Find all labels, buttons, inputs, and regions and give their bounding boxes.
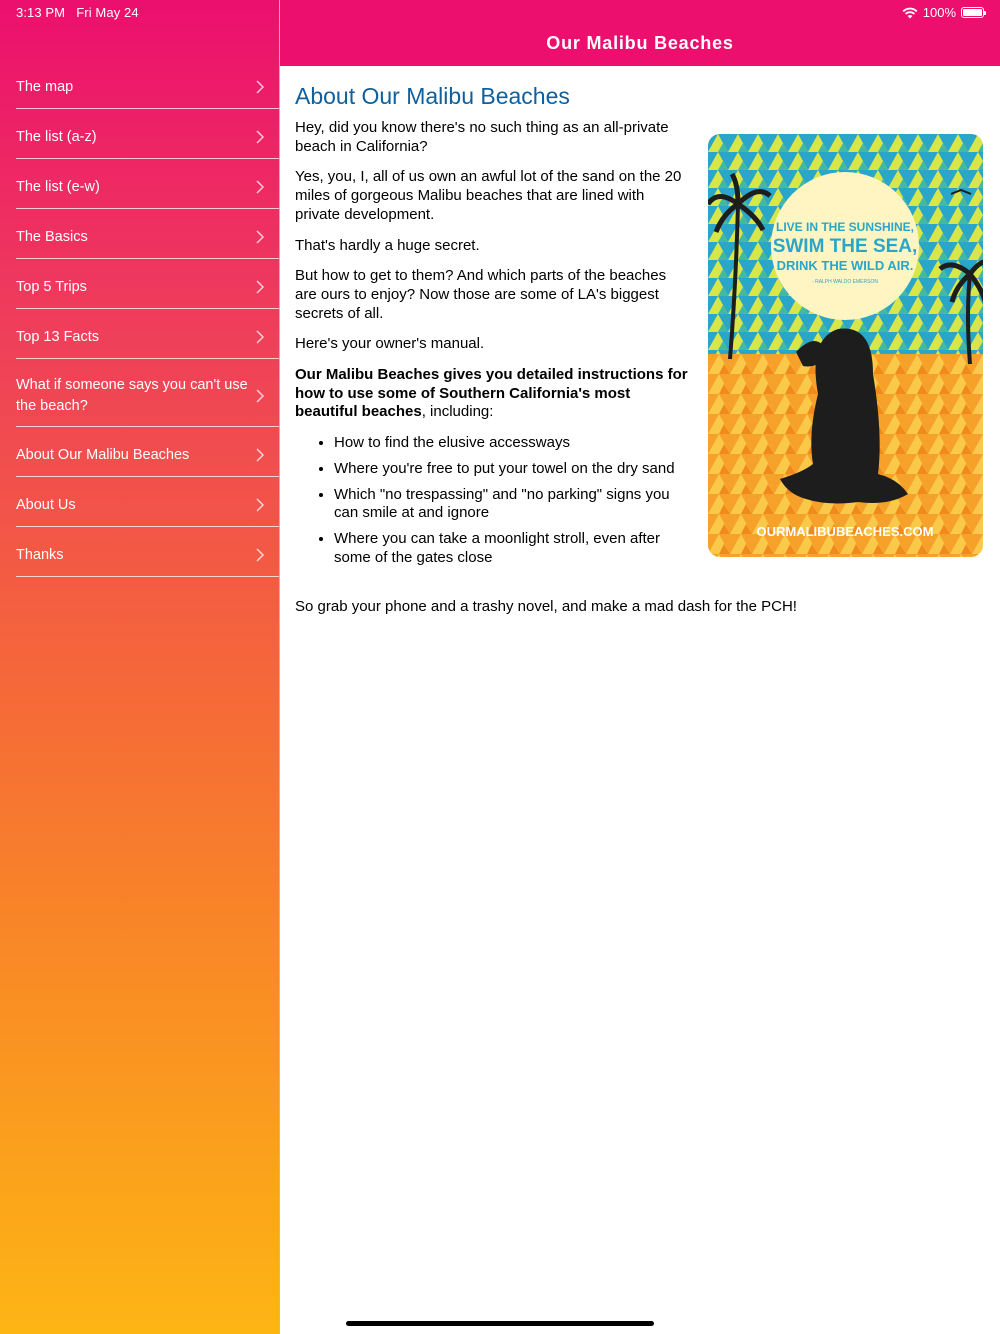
intro-bold: Our Malibu Beaches gives you detailed instructions for how to use some of Southern California's most beautiful beaches xyxy=(295,366,688,421)
main-content xyxy=(295,66,985,615)
sidebar-item-label: About Our Malibu Beaches xyxy=(16,446,190,463)
sidebar-item-label: Top 5 Trips xyxy=(16,278,87,295)
battery-percent: 100% xyxy=(922,5,956,20)
chevron-right-icon xyxy=(253,80,267,94)
status-time-text: 3:13 PM xyxy=(16,5,66,20)
sidebar-item-label: What if someone says you can't use the beach? xyxy=(16,377,248,414)
app-title: Our Malibu Beaches xyxy=(546,33,734,53)
chevron-right-icon xyxy=(253,280,267,294)
battery-icon xyxy=(961,7,984,18)
poster-quote-line2: SWIM THE SEA, xyxy=(772,236,918,257)
poster-quote-line3: DRINK THE WILD AIR. xyxy=(776,258,914,273)
paragraph: That's hardly a huge secret. xyxy=(295,236,480,254)
navigation-bar xyxy=(280,0,1000,66)
intro-suffix: , including: xyxy=(421,403,494,421)
sidebar-item-thanks[interactable] xyxy=(16,534,279,577)
article-body xyxy=(295,119,690,567)
sidebar-item-top-13-facts[interactable] xyxy=(16,316,279,359)
page-title: About Our Malibu Beaches xyxy=(295,83,570,109)
chevron-right-icon xyxy=(253,130,267,144)
sidebar-item-about-us[interactable] xyxy=(16,484,279,527)
sidebar xyxy=(0,0,279,1334)
chevron-right-icon xyxy=(253,548,267,562)
feature-list xyxy=(295,434,690,567)
sidebar-item-label: Top 13 Facts xyxy=(16,328,100,345)
chevron-right-icon xyxy=(253,498,267,512)
status-time xyxy=(16,5,139,20)
sidebar-item-list-az[interactable] xyxy=(16,116,279,159)
sidebar-item-list-ew[interactable] xyxy=(16,166,279,209)
status-date: Fri May 24 xyxy=(76,5,139,20)
sidebar-item-label: The list (e-w) xyxy=(16,178,100,195)
poster-attribution: - RALPH WALDO EMERSON xyxy=(812,279,878,285)
wifi-icon xyxy=(902,7,918,19)
poster-url: OURMALIBUBEACHES.COM xyxy=(756,524,934,539)
split-divider xyxy=(279,0,280,1334)
closing-paragraph: So grab your phone and a trashy novel, and make a mad dash for the PCH! xyxy=(295,598,797,615)
status-indicators xyxy=(902,5,984,20)
sidebar-item-label: The map xyxy=(16,78,74,95)
beach-poster-image xyxy=(708,134,983,557)
paragraph: But how to get to them? And which parts of the beaches are ours to enjoy? Now those are some of LA's biggest secrets of all. xyxy=(295,267,667,322)
poster-quote-line1: LIVE IN THE SUNSHINE, xyxy=(775,220,915,234)
sidebar-menu xyxy=(16,66,279,584)
list-item: • Where you can take a moonlight stroll, even after some of the gates close xyxy=(334,530,690,567)
paragraph: Hey, did you know there's no such thing as an all-private beach in California? xyxy=(295,119,669,155)
chevron-right-icon xyxy=(253,389,267,403)
poster-illustration xyxy=(708,134,983,557)
sidebar-item-basics[interactable] xyxy=(16,216,279,259)
sidebar-item-label: About Us xyxy=(16,496,76,513)
sidebar-item-label: The Basics xyxy=(16,228,88,245)
paragraph: Yes, you, I, all of us own an awful lot of the sand on the 20 miles of gorgeous Malibu beaches that are lined with private development. xyxy=(295,168,682,223)
chevron-right-icon xyxy=(253,330,267,344)
sidebar-item-cant-use-beach[interactable] xyxy=(16,366,279,427)
chevron-right-icon xyxy=(253,230,267,244)
sidebar-item-map[interactable] xyxy=(16,66,279,109)
sidebar-item-about-beaches[interactable] xyxy=(16,434,279,477)
sidebar-item-top-5-trips[interactable] xyxy=(16,266,279,309)
home-indicator[interactable] xyxy=(346,1321,654,1326)
intro-paragraph xyxy=(295,366,690,422)
list-item: • Which "no trespassing" and "no parking" signs you can smile at and ignore xyxy=(334,486,690,523)
chevron-right-icon xyxy=(253,448,267,462)
paragraph: Here's your owner's manual. xyxy=(295,335,485,353)
sidebar-item-label: Thanks xyxy=(16,546,64,563)
list-item: • How to find the elusive accessways xyxy=(334,434,690,453)
sidebar-item-label: The list (a-z) xyxy=(16,128,97,145)
chevron-right-icon xyxy=(253,180,267,194)
list-item: • Where you're free to put your towel on the dry sand xyxy=(334,460,690,479)
